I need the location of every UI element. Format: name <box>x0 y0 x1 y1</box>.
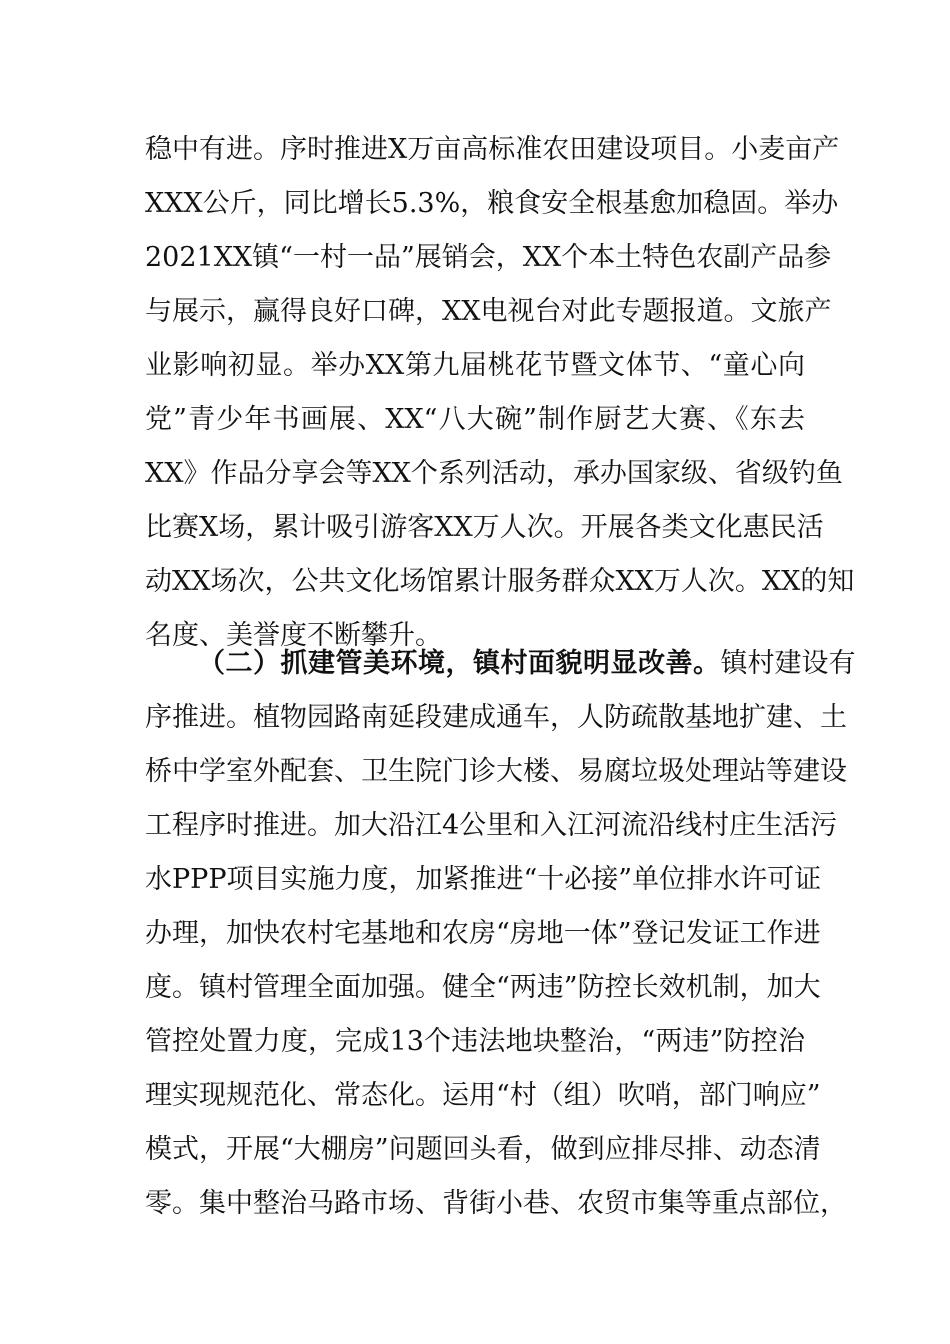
paragraph-2-line: 序推进。植物园路南延段建成通车，人防疏散基地扩建、土 <box>145 702 847 733</box>
paragraph-1-line: 与展示，赢得良好口碑，XX电视台对此专题报道。文旅产 <box>145 296 832 327</box>
paragraph-1-line: 党”青少年书画展、XX“八大碗”制作厨艺大赛、《东去 <box>145 404 805 435</box>
paragraph-2-line: 办理，加快农村宅基地和农房“房地一体”登记发证工作进 <box>145 918 821 949</box>
paragraph-2-line: 工程序时推进。加大沿江4公里和入江河流沿线村庄生活污 <box>145 810 838 841</box>
paragraph-1-line: 业影响初显。举办XX第九届桃花节暨文体节、“童心向 <box>145 350 805 381</box>
section-heading: （二）抓建管美环境，镇村面貌明显改善。 <box>198 648 721 679</box>
paragraph-1-line: 动XX场次，公共文化场馆累计服务群众XX万人次。XX的知 <box>145 566 855 597</box>
paragraph-2-line: 模式，开展“大棚房”问题回头看，做到应排尽排、动态清 <box>145 1134 821 1165</box>
paragraph-2-first-line-text: 镇村建设有 <box>720 648 856 679</box>
paragraph-2-line: 理实现规范化、常态化。运用“村（组）吹哨，部门响应” <box>145 1080 821 1111</box>
paragraph-1-line: 稳中有进。序时推进X万亩高标准农田建设项目。小麦亩产 <box>145 134 840 165</box>
paragraph-1-line: 比赛X场，累计吸引游客XX万人次。开展各类文化惠民活 <box>145 512 824 543</box>
paragraph-1-line: 名度、美誉度不断攀升。 <box>145 620 442 651</box>
paragraph-2-first-line <box>198 644 856 684</box>
paragraph-2-line: 桥中学室外配套、卫生院门诊大楼、易腐垃圾处理站等建设 <box>145 756 847 787</box>
paragraph-1-line: XXX公斤，同比增长5.3%，粮食安全根基愈加稳固。举办 <box>145 188 839 219</box>
paragraph-2-line: 管控处置力度，完成13个违法地块整治，“两违”防控治 <box>145 1026 805 1057</box>
paragraph-2-line: 度。镇村管理全面加强。健全“两违”防控长效机制，加大 <box>145 972 821 1003</box>
paragraph-2-line: 水PPP项目实施力度，加紧推进“十必接”单位排水许可证 <box>145 864 822 895</box>
paragraph-1-line: XX》作品分享会等XX个系列活动，承办国家级、省级钓鱼 <box>145 458 843 489</box>
paragraph-2-line: 零。集中整治马路市场、背街小巷、农贸市集等重点部位， <box>145 1188 847 1219</box>
paragraph-1-line: 2021XX镇“一村一品”展销会，XX个本土特色农副产品参 <box>145 242 832 273</box>
